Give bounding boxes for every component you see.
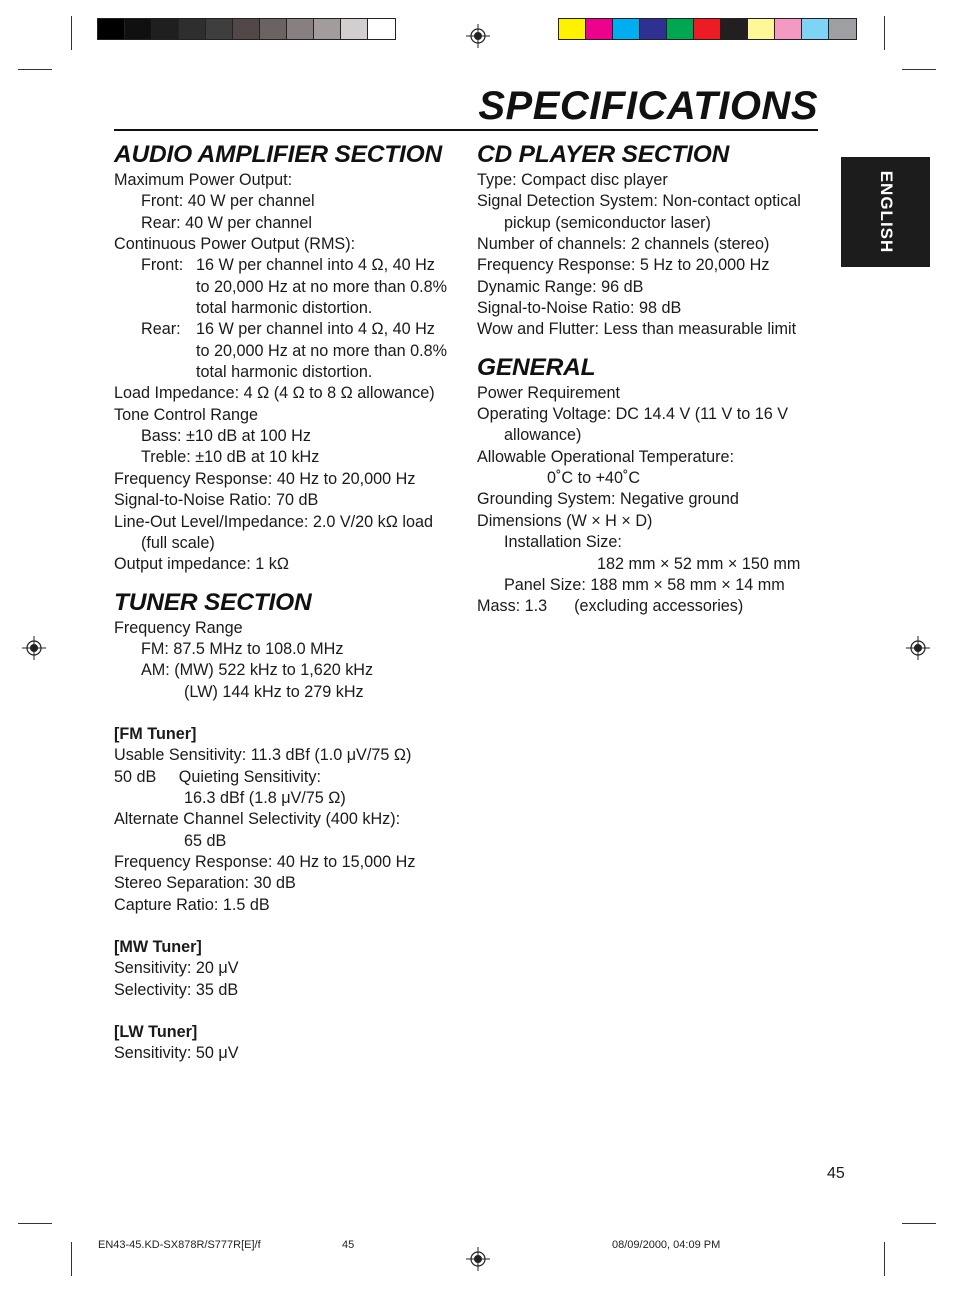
mw-tuner-subheading: [MW Tuner]	[114, 938, 202, 956]
spec-line: to 20,000 Hz at no more than 0.8%	[196, 341, 448, 360]
registration-mark-icon	[466, 1247, 490, 1271]
spec-line: total harmonic distortion.	[196, 363, 373, 382]
spec-line: Frequency Response: 5 Hz to 20,000 Hz	[477, 256, 770, 275]
general-section-heading: GENERAL	[477, 353, 596, 381]
spec-line: total harmonic distortion.	[196, 299, 373, 318]
spec-line: Alternate Channel Selectivity (400 kHz):	[114, 810, 401, 829]
spec-line: Front: 40 W per channel	[141, 192, 315, 211]
spec-label: Rear:	[141, 320, 181, 339]
spec-line: Number of channels: 2 channels (stereo)	[477, 235, 770, 254]
spec-line: Frequency Range	[114, 618, 243, 637]
spec-line: (full scale)	[141, 533, 215, 552]
color-swatch	[667, 19, 694, 39]
spec-line: Sensitivity: 50 μV	[114, 1044, 239, 1063]
spec-line: Output impedance: 1 kΩ	[114, 555, 289, 574]
footer-date: 08/09/2000, 04:09 PM	[612, 1239, 721, 1251]
spec-line: Stereo Separation: 30 dB	[114, 874, 296, 893]
grayscale-swatch	[314, 19, 341, 39]
spec-line: allowance)	[504, 426, 582, 445]
spec-line: Allowable Operational Temperature:	[477, 447, 735, 466]
page-title: SPECIFICATIONS	[478, 84, 818, 128]
spec-line: Treble: ±10 dB at 10 kHz	[141, 448, 320, 467]
spec-block	[114, 319, 464, 383]
color-swatch	[559, 19, 586, 39]
spec-line: Bass: ±10 dB at 100 Hz	[141, 427, 311, 446]
spec-line: Dynamic Range: 96 dB	[477, 277, 644, 296]
crop-mark	[18, 69, 52, 70]
color-swatch	[721, 19, 748, 39]
grayscale-swatch	[206, 19, 233, 39]
registration-mark-icon	[906, 636, 930, 660]
spec-label: Front:	[141, 256, 184, 275]
lw-tuner-subheading: [LW Tuner]	[114, 1023, 198, 1042]
crop-mark	[71, 1242, 72, 1276]
grayscale-swatch	[287, 19, 314, 39]
spec-line: Tone Control Range	[114, 405, 258, 424]
spec-line: Wow and Flutter: Less than measurable limit	[477, 320, 797, 339]
color-swatch	[694, 19, 721, 39]
spec-line: AM: (MW) 522 kHz to 1,620 kHz	[141, 661, 374, 680]
spec-line: 50 dB Quieting Sensitivity:	[114, 767, 321, 786]
spec-line: Usable Sensitivity: 11.3 dBf (1.0 μV/75 Ω)	[114, 746, 412, 765]
spec-line: Sensitivity: 20 μV	[114, 959, 239, 978]
spec-line: 0˚C to +40˚C	[547, 469, 641, 488]
spec-line: (LW) 144 kHz to 279 kHz	[184, 682, 364, 701]
spec-line: Dimensions (W × H × D)	[477, 511, 653, 530]
grayscale-swatch	[233, 19, 260, 39]
language-tab-label: ENGLISH	[876, 170, 896, 254]
spec-line: Signal-to-Noise Ratio: 98 dB	[477, 299, 682, 318]
footer-page: 45	[342, 1239, 355, 1251]
grayscale-swatch	[98, 19, 125, 39]
color-swatch	[613, 19, 640, 39]
spec-line: 182 mm × 52 mm × 150 mm	[597, 554, 801, 573]
grayscale-swatch	[341, 19, 368, 39]
crop-mark	[884, 16, 885, 50]
crop-mark	[884, 1242, 885, 1276]
spec-value	[196, 319, 464, 383]
spec-line: Mass: 1.3 (excluding accessories)	[477, 597, 744, 616]
left-column	[114, 140, 464, 1065]
grayscale-swatch	[179, 19, 206, 39]
color-swatch	[586, 19, 613, 39]
spec-line: Power Requirement	[477, 383, 621, 402]
spec-line: Frequency Response: 40 Hz to 20,000 Hz	[114, 469, 416, 488]
spec-line: Line-Out Level/Impedance: 2.0 V/20 kΩ load	[114, 512, 433, 531]
title-rule	[114, 129, 818, 131]
audio-section-heading: AUDIO AMPLIFIER SECTION	[114, 141, 442, 168]
right-column	[477, 140, 822, 618]
spec-line: 16 W per channel into 4 Ω, 40 Hz	[196, 320, 435, 339]
spec-line: Installation Size:	[504, 533, 622, 552]
spec-block	[114, 255, 464, 319]
grayscale-swatch	[125, 19, 152, 39]
spec-line: Load Impedance: 4 Ω (4 Ω to 8 Ω allowance)	[114, 384, 435, 403]
fm-tuner-subheading: [FM Tuner]	[114, 724, 197, 743]
registration-mark-icon	[22, 636, 46, 660]
spec-line: Rear: 40 W per channel	[141, 213, 312, 232]
language-tab	[841, 157, 930, 267]
color-calibration-bar	[558, 18, 857, 40]
grayscale-swatch	[368, 19, 395, 39]
spec-line: pickup (semiconductor laser)	[504, 213, 711, 232]
spec-line: 16 W per channel into 4 Ω, 40 Hz	[196, 256, 435, 275]
spec-line: 16.3 dBf (1.8 μV/75 Ω)	[184, 788, 346, 807]
spec-line: Operating Voltage: DC 14.4 V (11 V to 16 V	[477, 405, 789, 424]
spec-line: Frequency Response: 40 Hz to 15,000 Hz	[114, 852, 416, 871]
spec-line: Signal Detection System: Non-contact optical	[477, 192, 801, 211]
spec-line: Grounding System: Negative ground	[477, 490, 739, 509]
crop-mark	[902, 69, 936, 70]
grayscale-swatch	[260, 19, 287, 39]
spec-line: Maximum Power Output:	[114, 171, 293, 189]
color-swatch	[748, 19, 775, 39]
spec-line: Type: Compact disc player	[477, 171, 668, 189]
registration-mark-icon	[466, 24, 490, 48]
spec-value	[196, 255, 464, 319]
crop-mark	[71, 16, 72, 50]
spec-line: to 20,000 Hz at no more than 0.8%	[196, 277, 448, 296]
spec-line: 65 dB	[184, 831, 227, 850]
footer-filename: EN43-45.KD-SX878R/S777R[E]/f	[98, 1239, 261, 1251]
grayscale-swatch	[152, 19, 179, 39]
grayscale-calibration-bar	[97, 18, 396, 40]
crop-mark	[902, 1223, 936, 1224]
color-swatch	[802, 19, 829, 39]
color-swatch	[640, 19, 667, 39]
spec-line: Selectivity: 35 dB	[114, 980, 239, 999]
spec-line: Continuous Power Output (RMS):	[114, 235, 356, 254]
page-number: 45	[827, 1165, 845, 1182]
color-swatch	[775, 19, 802, 39]
color-swatch	[829, 19, 856, 39]
spec-line: Signal-to-Noise Ratio: 70 dB	[114, 491, 319, 510]
spec-line: Panel Size: 188 mm × 58 mm × 14 mm	[504, 575, 785, 594]
cd-section-heading: CD PLAYER SECTION	[477, 141, 730, 168]
spec-line: FM: 87.5 MHz to 108.0 MHz	[141, 639, 344, 658]
spec-line: Capture Ratio: 1.5 dB	[114, 895, 270, 914]
crop-mark	[18, 1223, 52, 1224]
tuner-section-heading: TUNER SECTION	[114, 588, 312, 616]
